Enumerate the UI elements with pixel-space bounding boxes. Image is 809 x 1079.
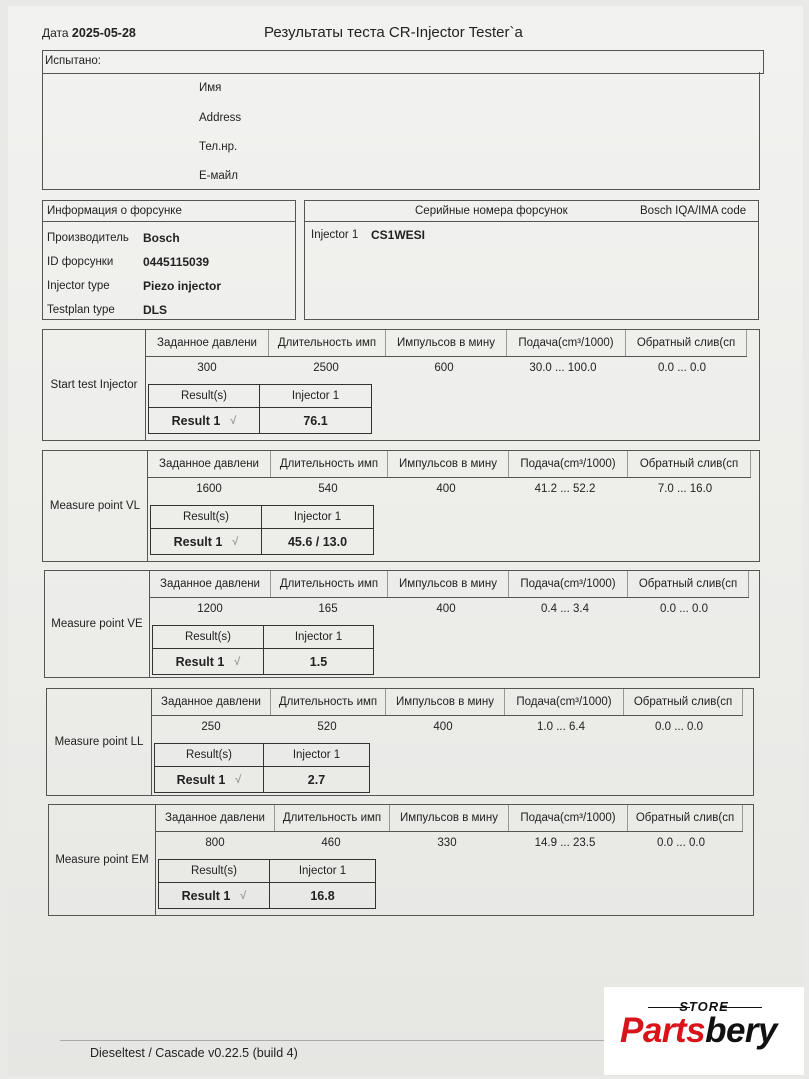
result-value-row (153, 649, 373, 674)
value-duration: 165 (318, 603, 338, 615)
result-label-cell (149, 408, 260, 433)
column-header-delivery: Подача(cm³/1000) (509, 451, 628, 477)
column-header-return-flow: Обратный слив(сп (628, 451, 751, 477)
result-injector-label: Injector 1 (292, 749, 341, 761)
serials-box (304, 200, 759, 320)
value-return-flow: 0.0 ... 0.0 (657, 837, 705, 849)
column-header-pressure: Заданное давлени (150, 571, 271, 597)
date-label: Дата (42, 26, 69, 40)
checkmark-icon: √ (240, 889, 247, 902)
checkmark-icon: √ (234, 655, 241, 668)
serial-injector-label: Injector 1 (311, 229, 359, 241)
result-value-row (159, 883, 375, 908)
field-phone: Тел.нр. (199, 141, 238, 153)
result-label: Result 1 (171, 413, 221, 428)
column-header-pulses: Импульсов в мину (390, 805, 509, 831)
result-value-row (155, 767, 369, 792)
test-section (42, 450, 760, 562)
column-header-pressure: Заданное давлени (148, 451, 271, 477)
test-name: Measure point VL (43, 451, 148, 561)
value-duration: 460 (321, 837, 341, 849)
test-name: Measure point LL (47, 689, 152, 795)
value-pulses: 600 (434, 362, 454, 374)
checkmark-icon: √ (235, 773, 242, 786)
test-name: Start test Injector (43, 330, 146, 440)
results-label: Result(s) (155, 744, 264, 766)
test-section (42, 329, 760, 441)
result-label: Result 1 (175, 654, 225, 669)
result-header-row (159, 860, 375, 883)
result-value: 76.1 (303, 413, 328, 428)
code-heading: Bosch IQA/IMA code (640, 205, 747, 217)
testplan-type-value: DLS (143, 303, 167, 317)
result-label: Result 1 (181, 888, 231, 903)
value-pressure: 800 (205, 837, 225, 849)
manufacturer-label: Производитель (47, 232, 129, 244)
injector-type-label: Injector type (47, 280, 110, 292)
result-injector-label: Injector 1 (293, 511, 342, 523)
column-header-pressure: Заданное давлени (152, 689, 271, 715)
column-header-return-flow: Обратный слив(сп (624, 689, 743, 715)
result-table (158, 859, 376, 909)
test-header-row (148, 451, 751, 478)
value-delivery: 14.9 ... 23.5 (534, 837, 596, 849)
footer-version: Dieseltest / Cascade v0.22.5 (build 4) (90, 1046, 298, 1060)
result-label-cell (159, 883, 270, 908)
test-header-row (150, 571, 749, 598)
footer-divider (60, 1040, 605, 1041)
test-value-row (156, 832, 738, 854)
logo-brand-part-b: bery (705, 1011, 777, 1050)
column-header-delivery: Подача(cm³/1000) (505, 689, 624, 715)
column-header-pulses: Импульсов в мину (386, 330, 507, 356)
injector-id-value: 0445115039 (143, 255, 210, 269)
value-delivery: 1.0 ... 6.4 (537, 721, 585, 733)
value-duration: 520 (317, 721, 337, 733)
test-header-row (146, 330, 747, 357)
test-name: Measure point EM (49, 805, 156, 915)
tested-heading: Испытано: (45, 55, 101, 67)
test-header-row (156, 805, 743, 832)
serials-header (305, 201, 758, 222)
report-date (42, 26, 136, 40)
result-value-row (149, 408, 371, 433)
value-return-flow: 7.0 ... 16.0 (657, 483, 713, 495)
test-value-row (148, 478, 746, 500)
serials-heading: Серийные номера форсунок (415, 205, 568, 217)
injector-id-label: ID форсунки (47, 256, 114, 268)
serial-injector-value: CS1WESI (371, 228, 426, 242)
field-address: Address (199, 112, 242, 124)
injector-info-box (42, 200, 296, 320)
result-label: Result 1 (173, 534, 223, 549)
column-header-duration: Длительность имп (271, 451, 388, 477)
results-label: Result(s) (153, 626, 264, 648)
injector-type-value: Piezo injector (143, 279, 222, 293)
logo-line-right (720, 1007, 762, 1008)
value-pulses: 330 (437, 837, 457, 849)
field-name: Имя (199, 82, 222, 94)
column-header-return-flow: Обратный слив(сп (628, 805, 743, 831)
result-injector-label: Injector 1 (294, 631, 343, 643)
result-header-row (151, 506, 373, 529)
column-header-pulses: Импульсов в мину (388, 451, 509, 477)
result-value: 2.7 (307, 772, 326, 787)
result-table (154, 743, 370, 793)
column-header-delivery: Подача(cm³/1000) (509, 571, 628, 597)
injector-info-header (43, 201, 295, 222)
result-label: Result 1 (176, 772, 226, 787)
column-header-pressure: Заданное давлени (156, 805, 275, 831)
testplan-type-label: Testplan type (47, 304, 115, 316)
test-name: Measure point VE (45, 571, 150, 677)
results-label: Result(s) (159, 860, 270, 882)
checkmark-icon: √ (232, 535, 239, 548)
result-header-row (155, 744, 369, 767)
column-header-pulses: Импульсов в мину (388, 571, 509, 597)
result-value: 1.5 (309, 654, 328, 669)
result-injector-label: Injector 1 (291, 390, 340, 402)
column-header-duration: Длительность имп (275, 805, 390, 831)
column-header-delivery: Подача(cm³/1000) (507, 330, 626, 356)
value-pressure: 1200 (197, 603, 223, 615)
value-pressure: 1600 (196, 483, 222, 495)
checkmark-icon: √ (230, 414, 237, 427)
value-pulses: 400 (436, 483, 456, 495)
result-injector-label: Injector 1 (298, 865, 347, 877)
value-delivery: 0.4 ... 3.4 (541, 603, 589, 615)
logo-brand-part-a: Parts (620, 1011, 706, 1050)
value-pulses: 400 (433, 721, 453, 733)
test-header-row (152, 689, 743, 716)
column-header-pressure: Заданное давлени (146, 330, 269, 356)
result-label-cell (151, 529, 262, 554)
column-header-return-flow: Обратный слив(сп (628, 571, 749, 597)
report-title: Результаты теста CR-Injector Tester`a (264, 24, 523, 41)
value-pulses: 400 (436, 603, 456, 615)
value-delivery: 30.0 ... 100.0 (529, 362, 597, 374)
tested-fields (42, 72, 760, 190)
test-section (44, 570, 760, 678)
value-pressure: 250 (201, 721, 221, 733)
test-value-row (150, 598, 744, 620)
column-header-pulses: Импульсов в мину (386, 689, 505, 715)
value-pressure: 300 (197, 362, 217, 374)
result-header-row (153, 626, 373, 649)
test-value-row (146, 357, 742, 379)
test-value-row (152, 716, 738, 738)
column-header-duration: Длительность имп (269, 330, 386, 356)
result-value: 16.8 (310, 888, 335, 903)
field-email: E-майл (199, 170, 238, 182)
value-duration: 540 (318, 483, 338, 495)
result-label-cell (155, 767, 264, 792)
result-header-row (149, 385, 371, 408)
column-header-duration: Длительность имп (271, 571, 388, 597)
results-label: Result(s) (151, 506, 262, 528)
value-return-flow: 0.0 ... 0.0 (655, 721, 703, 733)
test-section (48, 804, 754, 916)
column-header-duration: Длительность имп (271, 689, 386, 715)
injector-info-heading: Информация о форсунке (47, 205, 182, 217)
value-return-flow: 0.0 ... 0.0 (660, 603, 708, 615)
value-duration: 2500 (313, 362, 339, 374)
result-table (148, 384, 372, 434)
logo-brand (620, 1011, 777, 1051)
value-delivery: 41.2 ... 52.2 (534, 483, 596, 495)
result-table (152, 625, 374, 675)
logo-store-text: STORE (679, 999, 729, 1014)
result-value: 45.6 / 13.0 (287, 534, 348, 549)
result-value-row (151, 529, 373, 554)
value-return-flow: 0.0 ... 0.0 (658, 362, 706, 374)
results-label: Result(s) (149, 385, 260, 407)
result-table (150, 505, 374, 555)
test-section (46, 688, 754, 796)
column-header-return-flow: Обратный слив(сп (626, 330, 747, 356)
tested-header (42, 50, 764, 74)
date-value: 2025-05-28 (71, 26, 136, 40)
partsbery-logo (604, 987, 804, 1075)
column-header-delivery: Подача(cm³/1000) (509, 805, 628, 831)
result-label-cell (153, 649, 264, 674)
manufacturer-value: Bosch (143, 231, 180, 245)
